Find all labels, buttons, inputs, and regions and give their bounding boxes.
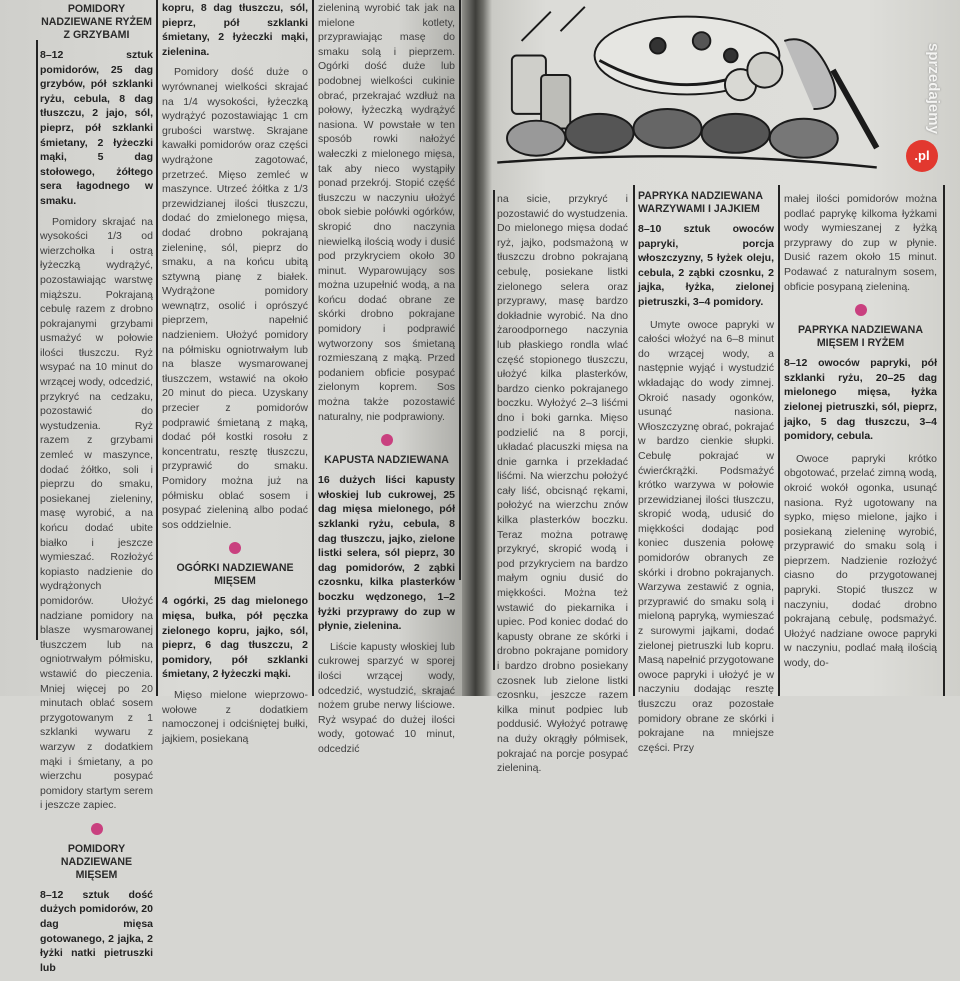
recipe-ingredients: 8–10 sztuk owoców papryki, porcja włoszczyzny, 5 łyżek oleju, cebula, 2 ząbki czosnku, 2 jajka, łyżka, zielonej pietruszki, 3–4 pomidory. [638,223,774,308]
column-rule [459,0,461,580]
watermark-badge: .pl [906,140,938,172]
bullet-dot-icon [91,823,103,835]
left-column-2 [162,1,308,746]
bullet-dot-icon [229,542,241,554]
column-rule [633,185,635,696]
recipe-body: Pomidory dość duże o wyrównanej wielkości skrajać na 1/4 wysokości, łyżeczką wydrążyć pozostawiając 1 cm grubości warstwę. Skrajane kawałki pomidorów oraz części wydrążone zagotować, przetrzeć. Mięso zemleć w maszynce. Utrzeć żółtka z 1/3 przewidzianej ilości tłuszczu, dodać do zmielonego mięsa, dodać drobno pokrajaną zieleninę, sól, pieprz do smaku, a na końcu ubitą sztywną pianę z białek. Wydrążone pomidory wewnątrz, osolić i oprószyć pieprzem, napełnić nadzieniem. Ułożyć pomidory na półmisku ogniotrwałym lub na blasze wysmarowanej tłuszczem, wstawić na około 20 minut do pieca. Uzyskany przecier z pomidorów podprawić śmietaną z mąką, dodać pół kostki rosołu z koncentratu, resztę tłuszczu, przyprawić do smaku. Pomidory można już na półmisku oblać sosem i posypać zieleniną albo podać sos oddzielnie. [162,66,308,531]
recipe-ingredients: 8–12 owoców papryki, pół szklanki ryżu, 20–25 dag mielonego mięsa, łyżka zielonej pietruszki, sól, pieprz, jajko, 5 dag tłuszczu, 3–4 pomidory, cebula. [784,357,937,443]
recipe-body: Owoce papryki krótko obgotować, przelać zimną wodą, okroić wokół ogonka, usunąć nasiona. Ryż ugotowany na sypko, mięso mielone, jajko i posiekaną zieleninę wyrobić, przyprawić do smaku solą i pieprzem. Nadzienie rozłożyć ciasno do przygotowanej papryki. Stopić tłuszcz w naczyniu, dodać drobno pokrajaną cebulę, podsmażyć. Ułożyć nadziane owoce papryki w naczyniu, podlać małą ilością wody, do- [784,452,937,670]
watermark-text: sprzedajemy [924,43,942,134]
vegetables-illustration [492,2,882,182]
recipe-ingredients: 4 ogórki, 25 dag mielonego mięsa, bułka, pół pęczka zielonego kopru, jajko, sól, pieprz, 6 dag tłuszczu, 2 pomidory, pół szklanki śmietany, 2 łyżeczki mąki. [162,595,308,681]
column-rule [156,0,158,696]
left-column-1 [40,3,153,981]
recipe-title: PAPRYKA NADZIEWANA WARZYWAMI I JAJKIEM [638,190,763,215]
recipe-body-continued: małej ilości pomidorów można podlać paprykę kilkoma łyżkami wody wymieszanej z łyżką przyprawy do zup w płynie. Dusić razem około 15 minut. Podawać z naturalnym sosem, obficie posypaną zieleniną. [784,193,937,293]
recipe-body: Mięso mielone wieprzowo-wołowe z dodatkiem namoczonej i odciśniętej bułki, jajkiem, posiekaną [162,688,308,745]
left-column-3 [318,1,455,757]
right-column-3 [784,192,937,671]
column-rule [778,185,780,696]
recipe-title: PAPRYKA NADZIEWANA MIĘSEM I RYŻEM [798,324,923,350]
bullet-dot-icon [855,304,867,316]
recipe-title: POMIDORY NADZIEWANE RYŻEM Z GRZYBAMI [41,3,152,41]
recipe-title: KAPUSTA NADZIEWANA [324,454,449,467]
column-rule [312,0,314,696]
right-column-1 [497,192,628,776]
recipe-ingredients: 8–12 sztuk dość dużych pomidorów, 20 dag mięsa gotowanego, 2 jajka, 2 łyżki natki pietruszki lub [40,888,153,974]
recipe-body: Umyte owoce papryki w całości włożyć na 6–8 minut do wrzącej wody, a następnie wyjąć i wystudzić wkładając do wody zimnej. Okroić nasady ogonków, usunąć nasiona. Włoszczyznę obrać, pokrajać w bardzo cienkie słupki. Cebulę pokrajać w ćwierćkrążki. Podsmażyć krótko warzywa w połowie przewidzianej ilości tłuszczu, skropić wodą, udusić do miękkości dodając pod koniec duszenia połowę pomidorów obranych ze skórki i drobno pokrajanych. Warzywa zestawić z ognia, przyprawić do smaku solą i mieloną papryką, wymieszać z surowymi jajkami, dodać zielonej pietruszki lub kopru. Masą napełnić przygotowane owoce papryki i ułożyć je w naczyniu dodając resztę tłuszczu oraz pozostałe pomidory obrane ze skórki i pokrajane na mniejsze części. Przy [638,318,774,754]
bullet-dot-icon [381,434,393,446]
recipe-ingredients: 16 dużych liści kapusty włoskiej lub cukrowej, 25 dag mięsa mielonego, pół szklanki ryżu, cebula, 8 dag tłuszczu, jajko, zielone listki selera, sól pieprz, 30 dag pomidorów, 2 ząbki czosnku, kilka plasterków boczku wędzonego, 1–2 łyżki przyprawy do zup w płynie, zielenina. [318,474,455,633]
recipe-body-continued: zieleniną wyrobić tak jak na mielone kotlety, przyprawiając masę do smaku solą i pieprzem. Ogórki dość duże lub podobnej wielkości cukinie obrać, przekrajać wzdłuż na połowy, łyżeczką wydrążyć nasiona. W powstałe w ten sposób rowki nałożyć wałeczki z mielonego mięsa, tak aby nieco wystąpiły ponad przekrój. Stopić część tłuszczu w naczyniu ułożyć obok siebie połówki ogórków, skropić dno naczynia niewielką ilością wody i dusić pod przykryciem około 30 minut. Wyparowujący sos można uzupełnić wodą, a na końcu dodać obrane ze skórki drobno pokrajane pomidory i podprawić wytworzony sos śmietaną rozmieszaną z mąką. Przed podaniem obficie posypać zielonym koprem. Sos można także pozostawić naturalny, nie podprawiony. [318,2,455,423]
column-rule [943,185,945,696]
recipe-title: POMIDORY NADZIEWANE MIĘSEM [60,842,133,881]
recipe-ingredients: 8–12 sztuk pomidorów, 25 dag grzybów, pół szklanki ryżu, cebula, 8 dag tłuszczu, 2 jajo, sól, pieprz, pół szklanki śmietany, 2 łyżeczki mąki, 5 dag stołowego, żółtego sera łagodnego w smaku. [40,49,153,207]
column-rule [493,190,495,670]
recipe-body: Pomidory skrajać na wysokości 1/3 od wierzchołka i ostrą łyżeczką wydrążyć, pozostawiając warstwę miąższu. Pokrajaną cebulę razem z drobno pokrajanymi grzybami usmażyć w połowie ilości tłuszczu. Ryż wsypać na 10 minut do wrzącej wody, odcedzić, przykryć na cedzaku, pozostawić do wystudzenia. Ryż razem z grzybami zemleć w maszynce, dodać żółtko, soli i pieprzu do smaku, posiekanej zieleniny, masę wyrobić, a na końcu dodać ubite białko i jeszcze wymieszać. Rozłożyć kopiasto nadzienie do wydrążonych pomidorów. Ułożyć nadziane pomidory na blasze wysmarowanej tłuszczem lub na ogniotrwałym półmisku, wstawić do pieczenia. Mniej więcej po 20 minutach oblać sosem przygotowanym z 1 szklanki wywaru z warzyw z dodatkiem mąki i śmietany, a po wierzchu posypać pomidory startym serem i jeszcze zapiec. [40,215,153,812]
column-rule [36,40,38,640]
recipe-title: OGÓRKI NADZIEWANE MIĘSEM [176,562,294,588]
recipe-body: Liście kapusty włoskiej lub cukrowej sparzyć w sporej ilości wrzącej wody, odcedzić, wystudzić, skrajać nożem grube nerwy liściowe. Ryż wsypać do dużej ilości wody, gotować 10 minut, odcedzić [318,640,455,755]
recipe-ingredients-continued: kopru, 8 dag tłuszczu, sól, pieprz, pół szklanki śmietany, 2 łyżeczki mąki, zielenina. [162,2,308,58]
book-gutter [462,0,492,696]
recipe-body-continued: na sicie, przykryć i pozostawić do wystudzenia. Do mielonego mięsa dodać ryż, jajko, podsmażoną w tłuszczu drobno pokrajaną cebulę, posiekane listki zielonego selera oraz przyprawy, masę bardzo dokładnie wyrobić. Na dno żaroodpornego naczynia lub płaskiego rondla wlać część stopionego tłuszczu, ułożyć kilka plasterków, bardzo cienko pokrajanego boczku. Wyłożyć 2–3 liśćmi dno i boki garnka. Mięso podzielić na 8 porcji, układać placuszki mięsa na dnie garnka i przekładać liśćmi. Na wierzchu położyć cały liść, obcisnąć rękami, położyć na wierzchu znów kilka plasterków boczku. Teraz można potrawę przykryć, skropić wodą i pod przykryciem na bardzo małym ogniu dusić do miękkości. Można też wstawić do piekarnika i upiec. Pod koniec dodać do kapusty obrane ze skórki i drobno pokrajane pomidory i bardzo drobno posiekany czosnek lub zielone listki czosnku, jeszcze razem kilka minut podpiec lub poddusić. Wyłożyć potrawę na duży okrągły półmisek, pokrajać na porcje posypać zieleniną. [497,193,628,775]
right-column-2 [638,190,774,755]
